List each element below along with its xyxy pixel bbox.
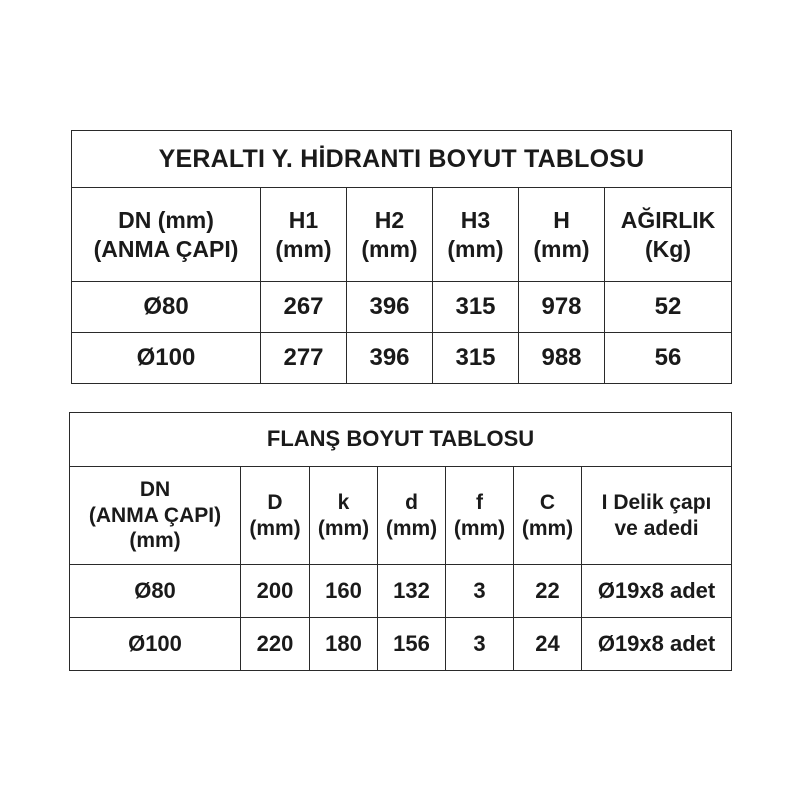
table-cell: Ø19x8 adet xyxy=(582,618,732,671)
header-h: H (mm) xyxy=(519,188,605,282)
header-d-inner: d (mm) xyxy=(378,467,446,565)
table-cell: 180 xyxy=(310,618,378,671)
table-cell: 3 xyxy=(446,565,514,618)
table-row xyxy=(70,565,732,618)
header-f: f (mm) xyxy=(446,467,514,565)
table-cell: 396 xyxy=(347,282,433,333)
table-cell: 315 xyxy=(433,282,519,333)
table-cell: 978 xyxy=(519,282,605,333)
header-h3: H3 (mm) xyxy=(433,188,519,282)
table-cell: 24 xyxy=(514,618,582,671)
table-cell: 988 xyxy=(519,333,605,384)
table-cell: 315 xyxy=(433,333,519,384)
table-cell: 160 xyxy=(310,565,378,618)
table-cell: 200 xyxy=(241,565,310,618)
hydrant-table-title: YERALTI Y. HİDRANTI BOYUT TABLOSU xyxy=(72,131,732,188)
header-dn: DN (ANMA ÇAPI) (mm) xyxy=(70,467,241,565)
table-cell: Ø19x8 adet xyxy=(582,565,732,618)
header-h1: H1 (mm) xyxy=(261,188,347,282)
table-cell: 132 xyxy=(378,565,446,618)
table-row xyxy=(72,282,732,333)
header-dn: DN (mm) (ANMA ÇAPI) xyxy=(72,188,261,282)
header-c: C (mm) xyxy=(514,467,582,565)
table-row xyxy=(72,333,732,384)
table-cell: 22 xyxy=(514,565,582,618)
table-cell: Ø100 xyxy=(72,333,261,384)
table-cell: Ø100 xyxy=(70,618,241,671)
header-holes: I Delik çapı ve adedi xyxy=(582,467,732,565)
table-cell: 220 xyxy=(241,618,310,671)
header-d-outer: D (mm) xyxy=(241,467,310,565)
table-cell: 396 xyxy=(347,333,433,384)
table-cell: 277 xyxy=(261,333,347,384)
table-cell: 3 xyxy=(446,618,514,671)
table-cell: Ø80 xyxy=(72,282,261,333)
table-cell: 56 xyxy=(605,333,732,384)
table-cell: Ø80 xyxy=(70,565,241,618)
flange-dimension-table xyxy=(69,412,732,671)
hydrant-dimension-table xyxy=(71,130,732,384)
flange-table-title: FLANŞ BOYUT TABLOSU xyxy=(70,413,732,467)
header-weight: AĞIRLIK (Kg) xyxy=(605,188,732,282)
table-cell: 52 xyxy=(605,282,732,333)
table-cell: 156 xyxy=(378,618,446,671)
header-k: k (mm) xyxy=(310,467,378,565)
table-row xyxy=(70,618,732,671)
table-cell: 267 xyxy=(261,282,347,333)
header-h2: H2 (mm) xyxy=(347,188,433,282)
